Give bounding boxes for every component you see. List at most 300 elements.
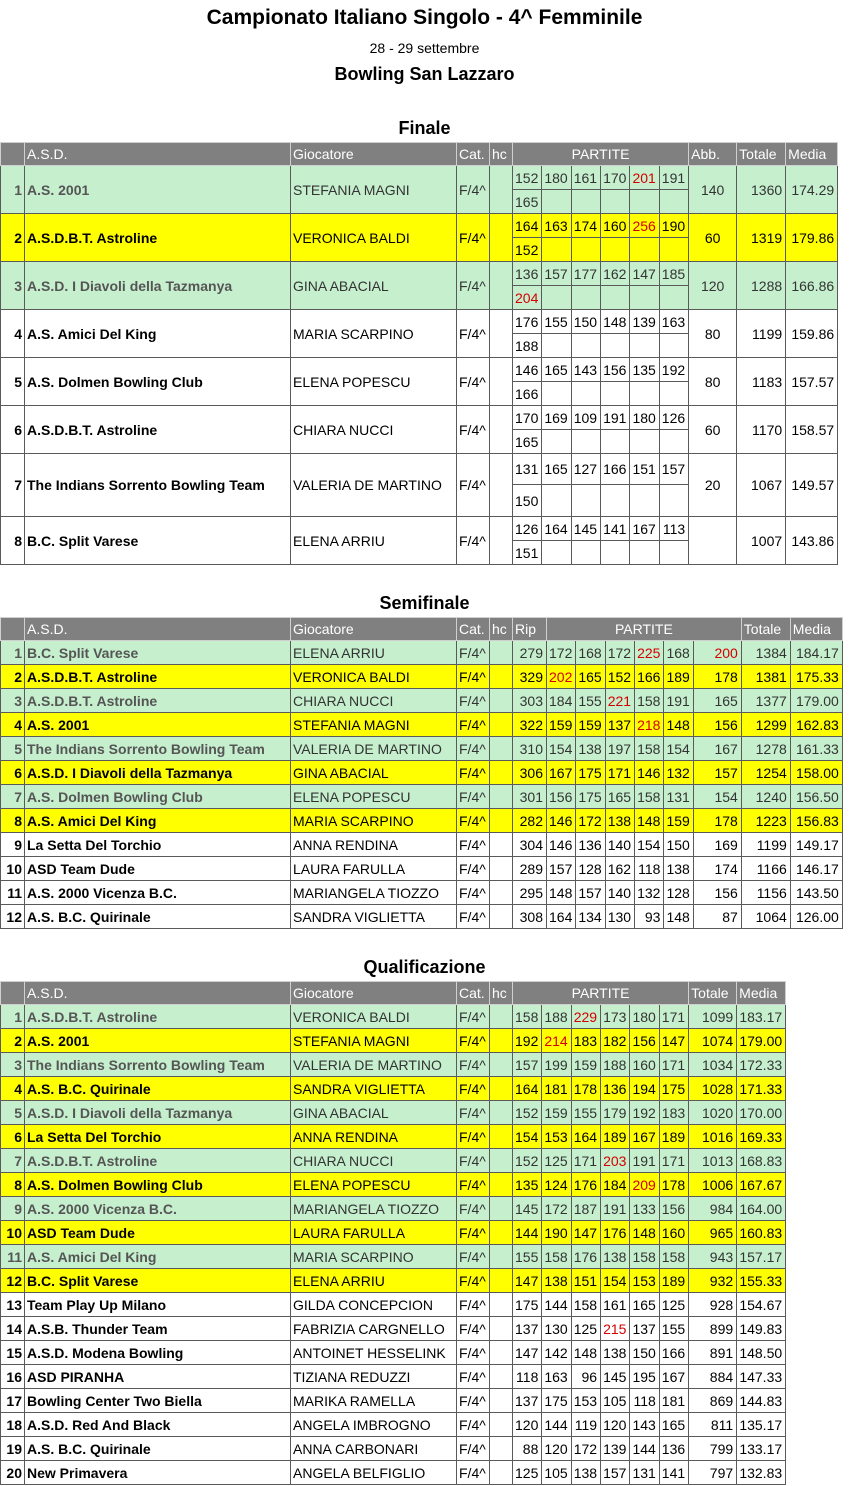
carryover-cell: 301 bbox=[513, 785, 547, 809]
club-cell: La Setta Del Torchio bbox=[25, 1125, 291, 1149]
game-score-cell: 189 bbox=[659, 1125, 688, 1149]
player-cell: MARIKA RAMELLA bbox=[291, 1389, 457, 1413]
total-cell: 984 bbox=[689, 1197, 737, 1221]
game-score-cell: 165 bbox=[542, 454, 571, 485]
total-cell: 1254 bbox=[741, 761, 790, 785]
game-score-cell: 167 bbox=[547, 761, 576, 785]
club-cell: A.S. 2001 bbox=[25, 713, 291, 737]
game-score-cell: 175 bbox=[659, 1077, 688, 1101]
carryover-cell: 322 bbox=[513, 713, 547, 737]
player-cell: VERONICA BALDI bbox=[291, 1005, 457, 1029]
game-score-cell: 192 bbox=[659, 358, 688, 382]
player-cell: FABRIZIA CARGNELLO bbox=[291, 1317, 457, 1341]
average-cell: 155.33 bbox=[737, 1269, 786, 1293]
empty-cell bbox=[601, 485, 630, 517]
rank-cell: 4 bbox=[1, 310, 25, 358]
rank-cell: 11 bbox=[1, 881, 25, 905]
game-score-cell: 176 bbox=[571, 1173, 600, 1197]
club-cell: A.S. 2001 bbox=[25, 166, 291, 214]
game-score-cell: 191 bbox=[659, 166, 688, 190]
game-score-cell: 134 bbox=[576, 905, 605, 929]
game-score-cell: 174 bbox=[693, 857, 741, 881]
player-cell: ANGELA BELFIGLIO bbox=[291, 1461, 457, 1485]
average-cell: 170.00 bbox=[737, 1101, 786, 1125]
total-cell: 965 bbox=[689, 1221, 737, 1245]
hc-cell bbox=[490, 905, 513, 929]
player-cell: VALERIA DE MARTINO bbox=[291, 737, 457, 761]
game-score-cell: 176 bbox=[513, 310, 542, 334]
hc-cell bbox=[490, 1365, 513, 1389]
hc-cell bbox=[490, 1173, 513, 1197]
table-row bbox=[1, 689, 843, 713]
table-row bbox=[1, 737, 843, 761]
empty-cell bbox=[601, 541, 630, 565]
game-score-cell: 203 bbox=[601, 1149, 630, 1173]
table-row bbox=[1, 1269, 786, 1293]
total-cell: 1074 bbox=[689, 1029, 737, 1053]
game-score-cell: 215 bbox=[601, 1317, 630, 1341]
empty-cell bbox=[630, 541, 659, 565]
game-score-cell: 151 bbox=[630, 454, 659, 485]
club-cell: A.S.D. I Diavoli della Tazmanya bbox=[25, 761, 291, 785]
hc-cell bbox=[490, 881, 513, 905]
header-rank bbox=[1, 618, 25, 641]
game-score-cell: 172 bbox=[571, 1437, 600, 1461]
average-cell: 166.86 bbox=[786, 262, 838, 310]
club-cell: A.S.D. I Diavoli della Tazmanya bbox=[25, 1101, 291, 1125]
table-row bbox=[1, 1365, 786, 1389]
club-cell: A.S.D.B.T. Astroline bbox=[25, 665, 291, 689]
rank-cell: 4 bbox=[1, 1077, 25, 1101]
game-score-cell: 128 bbox=[664, 881, 693, 905]
game-score-cell: 192 bbox=[513, 1029, 542, 1053]
game-score-cell: 200 bbox=[693, 641, 741, 665]
table-row bbox=[1, 1005, 786, 1029]
hc-cell bbox=[490, 1077, 513, 1101]
rank-cell: 18 bbox=[1, 1413, 25, 1437]
table-row bbox=[1, 1101, 786, 1125]
player-cell: LAURA FARULLA bbox=[291, 1221, 457, 1245]
category-cell: F/4^ bbox=[457, 517, 490, 565]
game-score-cell: 88 bbox=[513, 1437, 542, 1461]
player-cell: ELENA POPESCU bbox=[291, 358, 457, 406]
game-score-cell: 87 bbox=[693, 905, 741, 929]
game-score-cell: 164 bbox=[513, 1077, 542, 1101]
game-score-cell: 190 bbox=[659, 214, 688, 238]
game-score-cell: 151 bbox=[571, 1269, 600, 1293]
average-cell: 179.00 bbox=[790, 689, 842, 713]
game-score-cell: 152 bbox=[513, 1149, 542, 1173]
game-score-cell: 145 bbox=[513, 1197, 542, 1221]
semifinale-table bbox=[0, 617, 843, 929]
section-title-qualificazione: Qualificazione bbox=[363, 957, 486, 977]
hc-cell bbox=[490, 1269, 513, 1293]
average-cell: 154.67 bbox=[737, 1293, 786, 1317]
game-score-cell: 120 bbox=[601, 1413, 630, 1437]
player-cell: MARIANGELA TIOZZO bbox=[291, 881, 457, 905]
category-cell: F/4^ bbox=[457, 881, 490, 905]
game-score-cell: 130 bbox=[605, 905, 634, 929]
total-cell: 899 bbox=[689, 1317, 737, 1341]
table-row bbox=[1, 1389, 786, 1413]
table-row bbox=[1, 1077, 786, 1101]
average-cell: 172.33 bbox=[737, 1053, 786, 1077]
game-score-cell: 147 bbox=[659, 1029, 688, 1053]
game-score-cell: 154 bbox=[693, 785, 741, 809]
table-row bbox=[1, 310, 838, 334]
club-cell: A.S. Amici Del King bbox=[25, 310, 291, 358]
table-row bbox=[1, 1293, 786, 1317]
game-score-cell: 160 bbox=[630, 1053, 659, 1077]
total-cell: 884 bbox=[689, 1365, 737, 1389]
hc-cell bbox=[490, 737, 513, 761]
player-cell: ANGELA IMBROGNO bbox=[291, 1413, 457, 1437]
game-score-cell: 165 bbox=[630, 1293, 659, 1317]
game-score-cell: 164 bbox=[542, 517, 571, 541]
game-score-cell: 168 bbox=[664, 641, 693, 665]
category-cell: F/4^ bbox=[457, 1197, 490, 1221]
table-row bbox=[1, 809, 843, 833]
game-score-cell: 158 bbox=[659, 1245, 688, 1269]
game-score-cell: 130 bbox=[542, 1317, 571, 1341]
total-cell: 1384 bbox=[741, 641, 790, 665]
player-cell: VALERIA DE MARTINO bbox=[291, 1053, 457, 1077]
average-cell: 148.50 bbox=[737, 1341, 786, 1365]
category-cell: F/4^ bbox=[457, 1461, 490, 1485]
game-score-cell: 131 bbox=[630, 1461, 659, 1485]
game-score-cell: 169 bbox=[693, 833, 741, 857]
player-cell: STEFANIA MAGNI bbox=[291, 713, 457, 737]
game-score-cell: 172 bbox=[605, 641, 634, 665]
header-rip: Rip bbox=[513, 618, 547, 641]
category-cell: F/4^ bbox=[457, 214, 490, 262]
rank-cell: 1 bbox=[1, 641, 25, 665]
game-score-cell: 147 bbox=[513, 1269, 542, 1293]
average-cell: 156.50 bbox=[790, 785, 842, 809]
game-score-cell: 144 bbox=[513, 1221, 542, 1245]
game-score-cell: 167 bbox=[630, 517, 659, 541]
average-cell: 133.17 bbox=[737, 1437, 786, 1461]
table-row bbox=[1, 785, 843, 809]
player-cell: MARIA SCARPINO bbox=[291, 809, 457, 833]
game-score-cell: 159 bbox=[571, 1053, 600, 1077]
empty-cell bbox=[630, 286, 659, 310]
game-score-cell: 147 bbox=[513, 1341, 542, 1365]
rank-cell: 9 bbox=[1, 1197, 25, 1221]
game-score-cell: 145 bbox=[601, 1365, 630, 1389]
hc-cell bbox=[490, 166, 513, 214]
section-title-finale: Finale bbox=[398, 118, 451, 138]
game-score-cell: 154 bbox=[664, 737, 693, 761]
header-games: PARTITE bbox=[513, 982, 689, 1005]
qualificazione-table bbox=[0, 981, 786, 1485]
empty-cell bbox=[601, 286, 630, 310]
total-cell: 1016 bbox=[689, 1125, 737, 1149]
header-player: Giocatore bbox=[291, 143, 457, 166]
average-cell: 143.50 bbox=[790, 881, 842, 905]
average-cell: 158.57 bbox=[786, 406, 838, 454]
table-row bbox=[1, 1125, 786, 1149]
club-cell: A.S. Dolmen Bowling Club bbox=[25, 785, 291, 809]
empty-cell bbox=[601, 238, 630, 262]
table-row bbox=[1, 641, 843, 665]
game-score-cell: 138 bbox=[605, 809, 634, 833]
header-cat: Cat. bbox=[457, 982, 490, 1005]
game-score-cell: 156 bbox=[630, 1029, 659, 1053]
club-cell: Bowling Center Two Biella bbox=[25, 1389, 291, 1413]
table-row bbox=[1, 1341, 786, 1365]
rank-cell: 7 bbox=[1, 454, 25, 517]
club-cell: A.S. 2000 Vicenza B.C. bbox=[25, 1197, 291, 1221]
game-score-cell: 141 bbox=[659, 1461, 688, 1485]
club-cell: Team Play Up Milano bbox=[25, 1293, 291, 1317]
club-cell: A.S. B.C. Quirinale bbox=[25, 905, 291, 929]
header-hc: hc bbox=[490, 143, 513, 166]
game-score-cell: 155 bbox=[542, 310, 571, 334]
game-score-cell: 174 bbox=[571, 214, 600, 238]
header-total: Totale bbox=[737, 143, 786, 166]
game-score-cell: 170 bbox=[601, 166, 630, 190]
game-score-cell: 148 bbox=[630, 1221, 659, 1245]
hc-cell bbox=[490, 1125, 513, 1149]
average-cell: 157.17 bbox=[737, 1245, 786, 1269]
average-cell: 167.67 bbox=[737, 1173, 786, 1197]
category-cell: F/4^ bbox=[457, 833, 490, 857]
game-score-cell: 192 bbox=[630, 1101, 659, 1125]
game-score-cell: 148 bbox=[547, 881, 576, 905]
game-score-cell: 194 bbox=[630, 1077, 659, 1101]
hc-cell bbox=[490, 833, 513, 857]
category-cell: F/4^ bbox=[457, 1413, 490, 1437]
player-cell: MARIANGELA TIOZZO bbox=[291, 1197, 457, 1221]
rank-cell: 7 bbox=[1, 1149, 25, 1173]
game-score-cell: 126 bbox=[513, 517, 542, 541]
bonus-cell: 80 bbox=[689, 310, 737, 358]
game-score-cell: 152 bbox=[513, 1101, 542, 1125]
game-score-cell: 144 bbox=[542, 1413, 571, 1437]
rank-cell: 15 bbox=[1, 1341, 25, 1365]
game-score-cell: 180 bbox=[630, 406, 659, 430]
empty-cell bbox=[601, 430, 630, 454]
game-score-cell: 173 bbox=[601, 1005, 630, 1029]
carryover-cell: 289 bbox=[513, 857, 547, 881]
table-row bbox=[1, 1173, 786, 1197]
game-score-cell: 165 bbox=[659, 1413, 688, 1437]
game-score-cell: 126 bbox=[659, 406, 688, 430]
rank-cell: 10 bbox=[1, 1221, 25, 1245]
rank-cell: 9 bbox=[1, 833, 25, 857]
game-score-cell: 179 bbox=[601, 1101, 630, 1125]
average-cell: 161.33 bbox=[790, 737, 842, 761]
player-cell: ANNA RENDINA bbox=[291, 833, 457, 857]
rank-cell: 16 bbox=[1, 1365, 25, 1389]
game-score-cell: 178 bbox=[659, 1173, 688, 1197]
player-cell: ANNA RENDINA bbox=[291, 1125, 457, 1149]
category-cell: F/4^ bbox=[457, 1221, 490, 1245]
rank-cell: 6 bbox=[1, 1125, 25, 1149]
total-cell: 1377 bbox=[741, 689, 790, 713]
player-cell: MARIA SCARPINO bbox=[291, 1245, 457, 1269]
rank-cell: 10 bbox=[1, 857, 25, 881]
game-score-cell: 146 bbox=[513, 358, 542, 382]
game-score-cell: 135 bbox=[630, 358, 659, 382]
game-score-cell: 159 bbox=[547, 713, 576, 737]
game-score-cell: 166 bbox=[513, 382, 542, 406]
player-cell: VERONICA BALDI bbox=[291, 214, 457, 262]
game-score-cell: 181 bbox=[659, 1389, 688, 1413]
game-score-cell: 137 bbox=[513, 1317, 542, 1341]
game-score-cell: 158 bbox=[635, 785, 664, 809]
empty-cell bbox=[659, 382, 688, 406]
club-cell: The Indians Sorrento Bowling Team bbox=[25, 737, 291, 761]
player-cell: STEFANIA MAGNI bbox=[291, 166, 457, 214]
player-cell: LAURA FARULLA bbox=[291, 857, 457, 881]
club-cell: The Indians Sorrento Bowling Team bbox=[25, 1053, 291, 1077]
game-score-cell: 120 bbox=[513, 1413, 542, 1437]
category-cell: F/4^ bbox=[457, 857, 490, 881]
game-score-cell: 178 bbox=[693, 665, 741, 689]
club-cell: A.S.D. Red And Black bbox=[25, 1413, 291, 1437]
club-cell: A.S.D.B.T. Astroline bbox=[25, 214, 291, 262]
table-row bbox=[1, 214, 838, 238]
header-total: Totale bbox=[689, 982, 737, 1005]
game-score-cell: 132 bbox=[635, 881, 664, 905]
total-cell: 1278 bbox=[741, 737, 790, 761]
player-cell: MARIA SCARPINO bbox=[291, 310, 457, 358]
rank-cell: 2 bbox=[1, 665, 25, 689]
game-score-cell: 162 bbox=[601, 262, 630, 286]
game-score-cell: 160 bbox=[601, 214, 630, 238]
game-score-cell: 119 bbox=[571, 1413, 600, 1437]
category-cell: F/4^ bbox=[457, 689, 490, 713]
total-cell: 932 bbox=[689, 1269, 737, 1293]
game-score-cell: 96 bbox=[571, 1365, 600, 1389]
table-row bbox=[1, 761, 843, 785]
empty-cell bbox=[659, 286, 688, 310]
game-score-cell: 148 bbox=[601, 310, 630, 334]
game-score-cell: 188 bbox=[513, 334, 542, 358]
game-score-cell: 166 bbox=[635, 665, 664, 689]
total-cell: 1319 bbox=[737, 214, 786, 262]
game-score-cell: 136 bbox=[576, 833, 605, 857]
category-cell: F/4^ bbox=[457, 1077, 490, 1101]
empty-cell bbox=[571, 334, 600, 358]
header-asd: A.S.D. bbox=[25, 618, 291, 641]
total-cell: 811 bbox=[689, 1413, 737, 1437]
category-cell: F/4^ bbox=[457, 1149, 490, 1173]
club-cell: A.S.D.B.T. Astroline bbox=[25, 1149, 291, 1173]
game-score-cell: 190 bbox=[542, 1221, 571, 1245]
category-cell: F/4^ bbox=[457, 1173, 490, 1197]
table-row bbox=[1, 1221, 786, 1245]
game-score-cell: 182 bbox=[601, 1029, 630, 1053]
average-cell: 179.00 bbox=[737, 1029, 786, 1053]
game-score-cell: 147 bbox=[571, 1221, 600, 1245]
game-score-cell: 139 bbox=[601, 1437, 630, 1461]
table-row bbox=[1, 905, 843, 929]
game-score-cell: 125 bbox=[513, 1461, 542, 1485]
game-score-cell: 156 bbox=[547, 785, 576, 809]
total-cell: 943 bbox=[689, 1245, 737, 1269]
game-score-cell: 148 bbox=[635, 809, 664, 833]
game-score-cell: 166 bbox=[659, 1341, 688, 1365]
table-row bbox=[1, 713, 843, 737]
category-cell: F/4^ bbox=[457, 310, 490, 358]
hc-cell bbox=[490, 1053, 513, 1077]
header-avg: Media bbox=[790, 618, 842, 641]
game-score-cell: 120 bbox=[542, 1437, 571, 1461]
total-cell: 1028 bbox=[689, 1077, 737, 1101]
empty-cell bbox=[542, 485, 571, 517]
game-score-cell: 172 bbox=[542, 1197, 571, 1221]
category-cell: F/4^ bbox=[457, 1341, 490, 1365]
total-cell: 1170 bbox=[737, 406, 786, 454]
player-cell: GILDA CONCEPCION bbox=[291, 1293, 457, 1317]
bonus-cell: 60 bbox=[689, 406, 737, 454]
game-score-cell: 175 bbox=[542, 1389, 571, 1413]
player-cell: ANTOINET HESSELINK bbox=[291, 1341, 457, 1365]
game-score-cell: 136 bbox=[659, 1437, 688, 1461]
average-cell: 164.00 bbox=[737, 1197, 786, 1221]
category-cell: F/4^ bbox=[457, 641, 490, 665]
hc-cell bbox=[490, 1389, 513, 1413]
table-row bbox=[1, 1413, 786, 1437]
rank-cell: 12 bbox=[1, 905, 25, 929]
game-score-cell: 176 bbox=[601, 1221, 630, 1245]
table-row bbox=[1, 833, 843, 857]
rank-cell: 5 bbox=[1, 1101, 25, 1125]
player-cell: GINA ABACIAL bbox=[291, 262, 457, 310]
header-asd: A.S.D. bbox=[25, 982, 291, 1005]
table-row bbox=[1, 1245, 786, 1269]
header-rank bbox=[1, 982, 25, 1005]
average-cell: 149.83 bbox=[737, 1317, 786, 1341]
hc-cell bbox=[490, 1245, 513, 1269]
player-cell: TIZIANA REDUZZI bbox=[291, 1365, 457, 1389]
player-cell: GINA ABACIAL bbox=[291, 1101, 457, 1125]
total-cell: 1034 bbox=[689, 1053, 737, 1077]
game-score-cell: 138 bbox=[542, 1269, 571, 1293]
game-score-cell: 158 bbox=[513, 1005, 542, 1029]
hc-cell bbox=[490, 857, 513, 881]
table-row bbox=[1, 262, 838, 286]
game-score-cell: 118 bbox=[630, 1389, 659, 1413]
game-score-cell: 178 bbox=[693, 809, 741, 833]
total-cell: 799 bbox=[689, 1437, 737, 1461]
category-cell: F/4^ bbox=[457, 665, 490, 689]
game-score-cell: 153 bbox=[630, 1269, 659, 1293]
header-asd: A.S.D. bbox=[25, 143, 291, 166]
game-score-cell: 152 bbox=[605, 665, 634, 689]
total-cell: 1299 bbox=[741, 713, 790, 737]
category-cell: F/4^ bbox=[457, 1365, 490, 1389]
carryover-cell: 308 bbox=[513, 905, 547, 929]
total-cell: 928 bbox=[689, 1293, 737, 1317]
game-score-cell: 189 bbox=[664, 665, 693, 689]
category-cell: F/4^ bbox=[457, 1437, 490, 1461]
average-cell: 147.33 bbox=[737, 1365, 786, 1389]
game-score-cell: 163 bbox=[542, 214, 571, 238]
bonus-cell: 80 bbox=[689, 358, 737, 406]
game-score-cell: 136 bbox=[601, 1077, 630, 1101]
rank-cell: 5 bbox=[1, 737, 25, 761]
game-score-cell: 225 bbox=[635, 641, 664, 665]
game-score-cell: 127 bbox=[571, 454, 600, 485]
club-cell: ASD Team Dude bbox=[25, 857, 291, 881]
empty-cell bbox=[571, 485, 600, 517]
game-score-cell: 184 bbox=[547, 689, 576, 713]
club-cell: A.S. 2000 Vicenza B.C. bbox=[25, 881, 291, 905]
